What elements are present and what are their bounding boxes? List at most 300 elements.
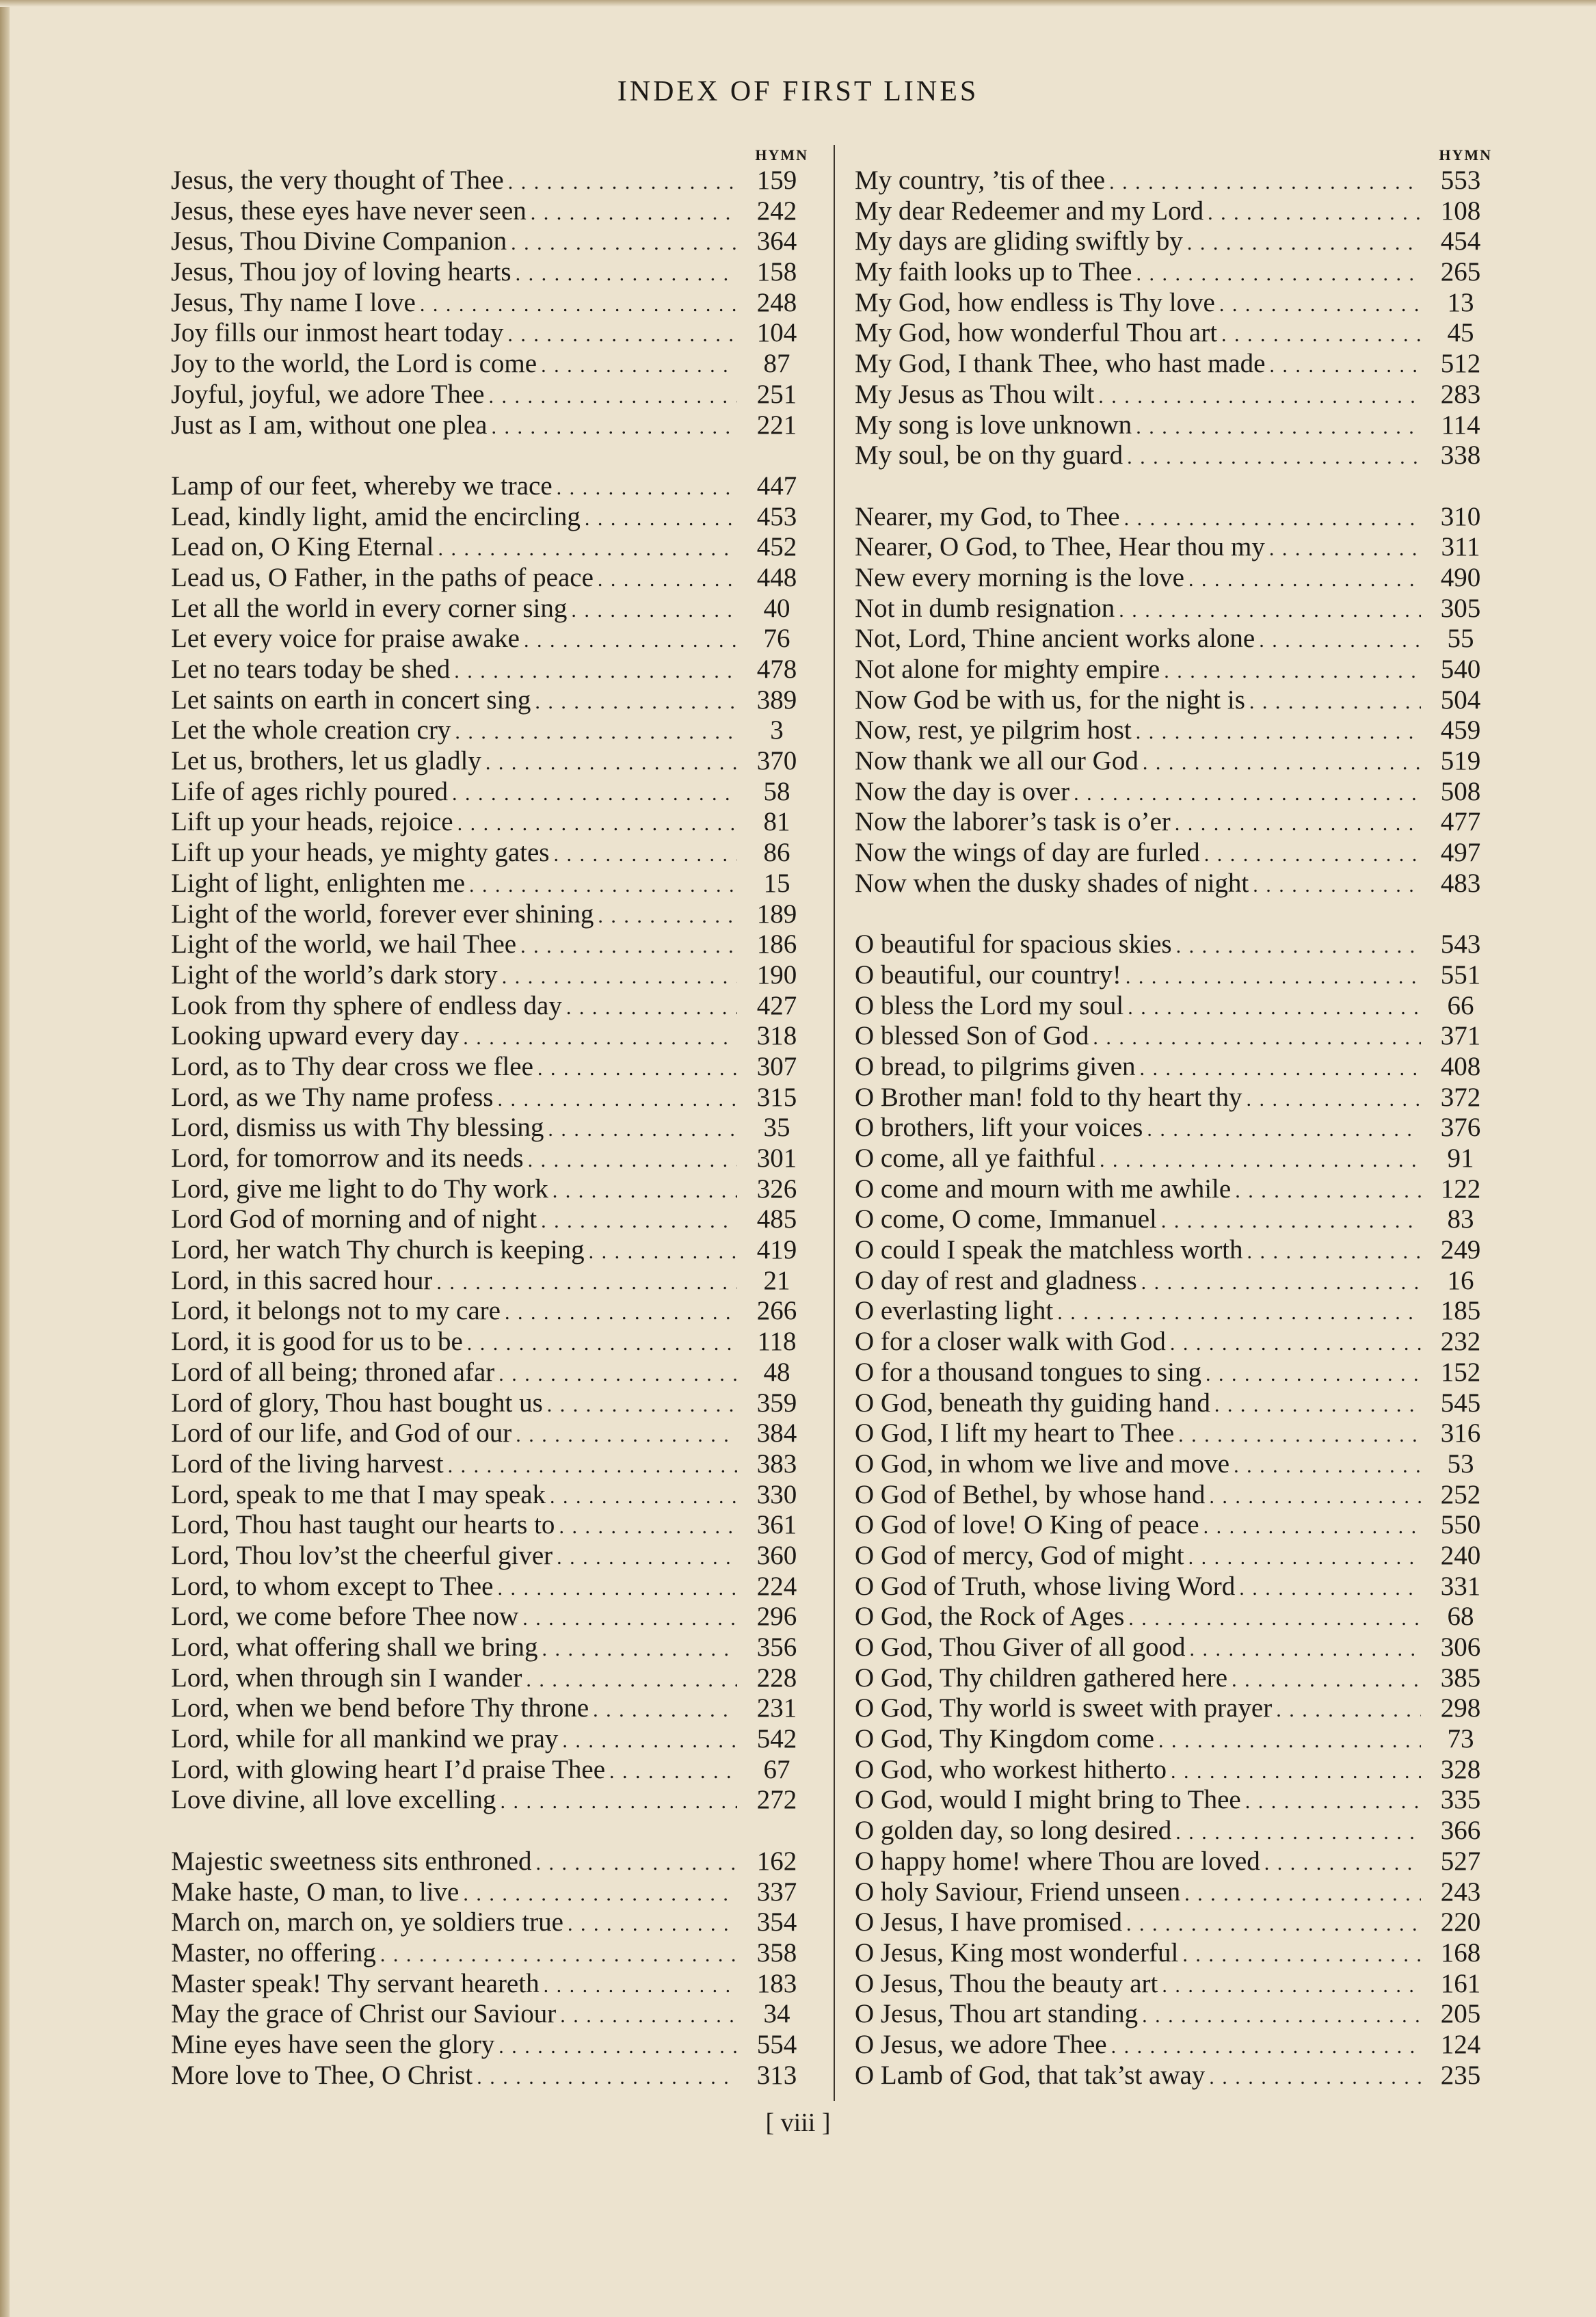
hymn-number: 67 [763, 1754, 790, 1784]
first-line-text: Light of the world, forever ever shining [171, 899, 594, 929]
hymn-number: 305 [1440, 593, 1481, 623]
dot-leader [1203, 1512, 1421, 1543]
first-line-text: Lord, dismiss us with Thy blessing [171, 1113, 544, 1143]
hymn-number: 35 [763, 1113, 790, 1143]
hymn-number: 508 [1440, 776, 1481, 806]
dot-leader [589, 1237, 737, 1268]
hymn-number: 371 [1440, 1021, 1481, 1051]
index-entry [855, 1358, 1496, 1388]
first-line-text: Jesus, these eyes have never seen [171, 196, 527, 226]
first-line-text: Lead, kindly light, amid the encircling [171, 501, 581, 531]
dot-leader [1239, 1574, 1421, 1604]
dot-leader [598, 565, 737, 596]
first-line-text: New every morning is the love [855, 562, 1184, 592]
first-line-text: O for a thousand tongues to sing [855, 1357, 1201, 1387]
dot-leader [598, 901, 737, 932]
first-line-text: Lord, for tomorrow and its needs [171, 1143, 524, 1173]
index-entry [171, 1113, 812, 1143]
dot-leader [550, 1482, 737, 1513]
index-entry [855, 532, 1496, 563]
dot-leader [544, 1971, 737, 2002]
dot-leader [1143, 748, 1421, 779]
dot-leader [1141, 1268, 1421, 1299]
first-line-text: O blessed Son of God [855, 1021, 1089, 1051]
dot-leader [516, 259, 737, 290]
hymn-number: 248 [756, 287, 797, 317]
index-entry [171, 746, 812, 777]
hymn-number: 251 [756, 379, 797, 409]
first-line-text: O God, Thy children gathered here [855, 1663, 1228, 1693]
index-entry [171, 1235, 812, 1266]
dot-leader [1189, 1634, 1421, 1665]
dot-leader [571, 596, 737, 626]
hymn-number: 159 [756, 166, 797, 195]
index-entry [855, 807, 1496, 838]
dot-leader [1249, 687, 1421, 718]
first-line-text: Let no tears today be shed [171, 654, 451, 684]
dot-leader [1074, 779, 1421, 810]
first-line-text: Lord of our life, and God of our [171, 1418, 512, 1448]
hymn-number: 224 [756, 1571, 797, 1601]
dot-leader [1269, 534, 1421, 565]
hymn-number: 370 [756, 746, 797, 776]
hymn-number: 104 [756, 318, 797, 348]
hymn-number: 296 [756, 1602, 797, 1632]
column-divider [834, 145, 835, 2101]
dot-leader [1142, 2001, 1421, 2032]
left-entry-list [171, 166, 812, 2091]
index-entry [855, 1388, 1496, 1419]
first-line-text: Joy to the world, the Lord is come [171, 349, 537, 379]
hymn-number: 512 [1440, 349, 1481, 379]
dot-leader [1178, 1420, 1421, 1451]
first-line-text: O God, who workest hitherto [855, 1754, 1167, 1784]
index-entry [855, 1693, 1496, 1724]
first-line-text: Lord, with glowing heart I’d praise Thee [171, 1754, 606, 1784]
first-line-text: Lord, we come before Thee now [171, 1602, 519, 1632]
dot-leader [1235, 1176, 1421, 1207]
index-entry [855, 1296, 1496, 1327]
index-entry [855, 1113, 1496, 1143]
section-gap [171, 440, 812, 471]
first-line-text: Lord, when we bend before Thy throne [171, 1693, 589, 1723]
dot-leader [1259, 626, 1421, 657]
index-entry [855, 594, 1496, 624]
dot-leader [520, 931, 737, 962]
hymn-number: 306 [1440, 1632, 1481, 1662]
index-entry [855, 318, 1496, 349]
dot-leader [500, 1787, 737, 1818]
index-entry [171, 1388, 812, 1419]
dot-leader [562, 1726, 737, 1757]
hymn-number: 73 [1447, 1724, 1474, 1754]
dot-leader [524, 626, 737, 657]
dot-leader [498, 1360, 737, 1390]
first-line-text: Make haste, O man, to live [171, 1877, 460, 1907]
page-title: INDEX OF FIRST LINES [617, 76, 979, 107]
first-line-text: O come, all ye faithful [855, 1143, 1095, 1173]
hymn-number: 316 [1440, 1418, 1481, 1448]
first-line-text: O come, O come, Immanuel [855, 1204, 1157, 1234]
dot-leader [1100, 1146, 1421, 1176]
hymn-number: 545 [1440, 1388, 1481, 1418]
hymn-number: 310 [1440, 501, 1481, 531]
dot-leader [541, 351, 737, 382]
dot-leader [1209, 1482, 1421, 1513]
dot-leader [438, 534, 737, 565]
dot-leader [1057, 1298, 1421, 1329]
index-entry [855, 1510, 1496, 1541]
section-gap [855, 899, 1496, 930]
dot-leader [1219, 290, 1421, 321]
hymn-number: 483 [1440, 868, 1481, 898]
first-line-text: O God, I lift my heart to Thee [855, 1418, 1175, 1448]
first-line-text: Lord, as we Thy name profess [171, 1082, 494, 1112]
first-line-text: Lord, give me light to do Thy work [171, 1174, 548, 1204]
dot-leader [557, 473, 737, 504]
index-entry [171, 1143, 812, 1174]
dot-leader [1126, 1909, 1421, 1940]
first-line-text: Lead us, O Father, in the paths of peace [171, 562, 594, 592]
first-line-text: My God, how endless is Thy love [855, 287, 1215, 317]
dot-leader [457, 809, 737, 840]
right-entry-list [855, 166, 1496, 2091]
index-entry [171, 1632, 812, 1663]
first-line-text: Lift up your heads, ye mighty gates [171, 838, 550, 868]
first-line-text: Now God be with us, for the night is [855, 685, 1245, 715]
hymn-number: 58 [763, 776, 790, 806]
dot-leader [522, 1604, 737, 1634]
index-entry [171, 1999, 812, 2030]
hymn-number: 459 [1440, 715, 1481, 745]
index-entry [855, 1572, 1496, 1602]
index-entry [171, 502, 812, 533]
dot-leader [1128, 1604, 1421, 1634]
hymn-number: 15 [763, 868, 790, 898]
hymn-number: 384 [756, 1418, 797, 1448]
dot-leader [1264, 1849, 1421, 1879]
dot-leader [1175, 1818, 1421, 1849]
index-entry [171, 1418, 812, 1449]
first-line-text: O God, in whom we live and move [855, 1448, 1230, 1479]
index-entry [171, 380, 812, 410]
dot-leader [542, 1634, 737, 1665]
dot-leader [559, 1512, 737, 1543]
dot-leader [526, 1665, 737, 1696]
index-entry [855, 196, 1496, 227]
first-line-text: O day of rest and gladness [855, 1265, 1137, 1295]
dot-leader [1164, 657, 1421, 687]
index-entry [855, 777, 1496, 808]
hymn-column-header: HYMN [755, 146, 808, 163]
first-line-text: O God, Thy Kingdom come [855, 1724, 1154, 1754]
index-entry [171, 1174, 812, 1205]
hymn-number: 235 [1440, 2060, 1481, 2090]
hymn-number: 372 [1440, 1082, 1481, 1112]
hymn-number: 504 [1440, 685, 1481, 715]
dot-leader [528, 1146, 737, 1176]
index-entry [171, 1327, 812, 1358]
hymn-number: 307 [756, 1051, 797, 1081]
dot-leader [566, 993, 737, 1024]
dot-leader [488, 382, 737, 412]
hymn-number: 252 [1440, 1479, 1481, 1509]
dot-leader [1214, 1390, 1421, 1421]
first-line-text: My God, how wonderful Thou art [855, 318, 1218, 348]
hymn-number: 266 [756, 1296, 797, 1326]
hymn-number: 542 [756, 1724, 797, 1754]
hymn-number: 540 [1440, 654, 1481, 684]
dot-leader [1158, 1726, 1421, 1757]
first-line-text: Jesus, the very thought of Thee [171, 166, 504, 195]
hymn-number: 81 [763, 807, 790, 837]
hymn-number: 91 [1447, 1143, 1474, 1173]
first-line-text: O for a closer walk with God [855, 1327, 1166, 1357]
first-line-text: Lord, her watch Thy church is keeping [171, 1235, 585, 1265]
first-line-text: May the grace of Christ our Saviour [171, 1999, 557, 2029]
first-line-text: Not in dumb resignation [855, 593, 1115, 623]
dot-leader [1093, 1023, 1421, 1054]
dot-leader [454, 657, 737, 687]
first-line-text: My Jesus as Thou wilt [855, 379, 1095, 409]
first-line-text: Joyful, joyful, we adore Thee [171, 379, 485, 409]
index-entry [171, 1602, 812, 1632]
dot-leader [455, 717, 737, 748]
dot-leader [1269, 351, 1421, 382]
index-entry [855, 838, 1496, 869]
index-entry [171, 1052, 812, 1083]
dot-leader [420, 290, 737, 321]
index-entry [855, 349, 1496, 380]
dot-leader [553, 840, 737, 871]
index-entry [171, 1663, 812, 1694]
section-gap [855, 471, 1496, 502]
first-line-text: Love divine, all love excelling [171, 1785, 496, 1815]
index-entry [855, 1143, 1496, 1174]
first-line-text: Look from thy sphere of endless day [171, 990, 562, 1020]
dot-leader [1188, 565, 1421, 596]
first-line-text: O God, the Rock of Ages [855, 1602, 1125, 1632]
hymn-number: 497 [1440, 838, 1481, 868]
dot-leader [511, 228, 737, 259]
hymn-number: 326 [756, 1174, 797, 1204]
first-line-text: Jesus, Thy name I love [171, 287, 416, 317]
first-line-text: Light of the world’s dark story [171, 959, 498, 990]
index-entry [855, 1174, 1496, 1205]
hymn-number: 242 [756, 196, 797, 226]
index-entry [855, 410, 1496, 441]
index-entry [855, 960, 1496, 991]
first-line-text: Lord, when through sin I wander [171, 1663, 522, 1693]
dot-leader [1232, 1665, 1421, 1696]
first-line-text: Lord, Thou lov’st the cheerful giver [171, 1540, 553, 1570]
index-entry [855, 440, 1496, 471]
first-line-text: Lord, as to Thy dear cross we flee [171, 1051, 533, 1081]
first-line-text: O bread, to pilgrims given [855, 1051, 1136, 1081]
section-gap [171, 1816, 812, 1846]
first-line-text: Lamp of our feet, whereby we trace [171, 471, 553, 501]
hymn-number: 385 [1440, 1663, 1481, 1693]
index-entry [855, 1266, 1496, 1297]
index-entry [855, 1418, 1496, 1449]
hymn-number: 335 [1440, 1785, 1481, 1815]
dot-leader [498, 2032, 737, 2063]
index-entry [855, 1816, 1496, 1846]
first-line-text: Now the day is over [855, 776, 1070, 806]
dot-leader [469, 871, 737, 901]
dot-leader [1119, 596, 1421, 626]
index-entry [855, 563, 1496, 594]
hymn-number: 283 [1440, 379, 1481, 409]
hymn-number: 389 [756, 685, 797, 715]
hymn-number: 453 [756, 501, 797, 531]
dot-leader [507, 320, 737, 351]
hymn-number: 364 [756, 226, 797, 256]
first-line-text: O come and mourn with me awhile [855, 1174, 1232, 1204]
first-line-text: O could I speak the matchless worth [855, 1235, 1243, 1265]
hymn-number: 83 [1447, 1204, 1474, 1234]
hymn-number: 48 [763, 1357, 790, 1387]
first-line-text: O Jesus, Thou art standing [855, 1999, 1139, 2029]
first-line-text: Looking upward every day [171, 1021, 460, 1051]
first-line-text: O Jesus, Thou the beauty art [855, 1968, 1158, 1998]
hymn-number: 427 [756, 990, 797, 1020]
hymn-number: 118 [757, 1327, 797, 1357]
index-entry [171, 1480, 812, 1511]
hymn-number: 338 [1440, 440, 1481, 471]
index-entry [855, 715, 1496, 746]
index-entry [171, 777, 812, 808]
hymn-number: 331 [1440, 1571, 1481, 1601]
index-entry [171, 196, 812, 227]
hymn-number: 272 [756, 1785, 797, 1815]
dot-leader [448, 1451, 737, 1482]
hymn-column-header: HYMN [1439, 146, 1492, 163]
hymn-number: 183 [756, 1968, 797, 1998]
dot-leader [1184, 1879, 1421, 1910]
index-entry [855, 1480, 1496, 1511]
index-entry [171, 2061, 812, 2091]
hymn-number: 231 [756, 1693, 797, 1723]
index-entry [171, 1907, 812, 1938]
index-entry [171, 715, 812, 746]
first-line-text: Nearer, O God, to Thee, Hear thou my [855, 532, 1265, 562]
hymn-number: 328 [1440, 1754, 1481, 1784]
dot-leader [1175, 809, 1421, 840]
hymn-number: 419 [756, 1235, 797, 1265]
page-top-edge [0, 0, 1596, 7]
first-line-text: Jesus, Thou joy of loving hearts [171, 257, 511, 287]
dot-leader [1147, 1115, 1421, 1146]
first-line-text: Lift up your heads, rejoice [171, 807, 453, 837]
first-line-text: Lord, while for all mankind we pray [171, 1724, 559, 1754]
first-line-text: Not, Lord, Thine ancient works alone [855, 624, 1255, 654]
index-entry [855, 1785, 1496, 1816]
index-entry [171, 1021, 812, 1052]
first-line-text: My country, ’tis of thee [855, 166, 1106, 195]
first-line-text: Lord of all being; throned afar [171, 1357, 495, 1387]
hymn-number: 311 [1441, 532, 1480, 562]
first-line-text: Light of the world, we hail Thee [171, 929, 517, 959]
first-line-text: O God of love! O King of peace [855, 1510, 1199, 1540]
hymn-number: 76 [763, 624, 790, 654]
first-line-text: Master, no offering [171, 1937, 376, 1968]
dot-leader [537, 1054, 737, 1085]
dot-leader [502, 962, 737, 993]
index-entry [171, 594, 812, 624]
index-entry [171, 685, 812, 716]
index-entry [171, 532, 812, 563]
index-entry [855, 1327, 1496, 1358]
hymn-number: 551 [1440, 959, 1481, 990]
dot-leader [1140, 1054, 1421, 1085]
index-entry [855, 1846, 1496, 1877]
first-line-text: O God, Thy world is sweet with prayer [855, 1693, 1273, 1723]
hymn-number: 454 [1440, 226, 1481, 256]
index-entry [171, 1755, 812, 1786]
first-line-text: Let saints on earth in concert sing [171, 685, 531, 715]
hymn-number: 298 [1440, 1693, 1481, 1723]
dot-leader [380, 1940, 737, 1971]
index-entry [171, 2030, 812, 2061]
index-entry [171, 807, 812, 838]
index-entry [171, 1358, 812, 1388]
hymn-number: 376 [1440, 1113, 1481, 1143]
index-entry [171, 1572, 812, 1602]
hymn-number: 53 [1447, 1448, 1474, 1479]
index-entry [171, 410, 812, 441]
first-line-text: My soul, be on thy guard [855, 440, 1123, 471]
index-entry [171, 1785, 812, 1816]
index-entry [855, 1021, 1496, 1052]
hymn-number: 232 [1440, 1327, 1481, 1357]
index-entry [855, 380, 1496, 410]
index-entry [855, 685, 1496, 716]
dot-leader [1176, 931, 1421, 962]
hymn-number: 356 [756, 1632, 797, 1662]
first-line-text: My faith looks up to Thee [855, 257, 1132, 287]
index-entry [171, 318, 812, 349]
dot-leader [1182, 1940, 1421, 1971]
index-entry [855, 226, 1496, 257]
dot-leader [1136, 717, 1421, 748]
first-line-text: O golden day, so long desired [855, 1816, 1172, 1846]
dot-leader [516, 1420, 737, 1451]
hymn-number: 68 [1447, 1602, 1474, 1632]
first-line-text: Lord, it is good for us to be [171, 1327, 463, 1357]
dot-leader [1124, 504, 1421, 535]
hymn-number: 87 [763, 349, 790, 379]
dot-leader [548, 1115, 737, 1146]
right-column [855, 145, 1496, 2091]
dot-leader [560, 2001, 737, 2032]
dot-leader [1188, 1543, 1421, 1574]
index-entry [171, 654, 812, 685]
hymn-number: 220 [1440, 1907, 1481, 1937]
index-entry [855, 288, 1496, 319]
first-line-text: O God of Truth, whose living Word [855, 1571, 1236, 1601]
index-entry [855, 1541, 1496, 1572]
first-line-text: Now thank we all our God [855, 746, 1139, 776]
hymn-number: 152 [1440, 1357, 1481, 1387]
hymn-number: 448 [756, 562, 797, 592]
hymn-number: 162 [756, 1846, 797, 1876]
hymn-number: 40 [763, 593, 790, 623]
index-entry [171, 1510, 812, 1541]
index-entry [171, 1877, 812, 1908]
first-line-text: Let the whole creation cry [171, 715, 451, 745]
index-entry [855, 1969, 1496, 2000]
